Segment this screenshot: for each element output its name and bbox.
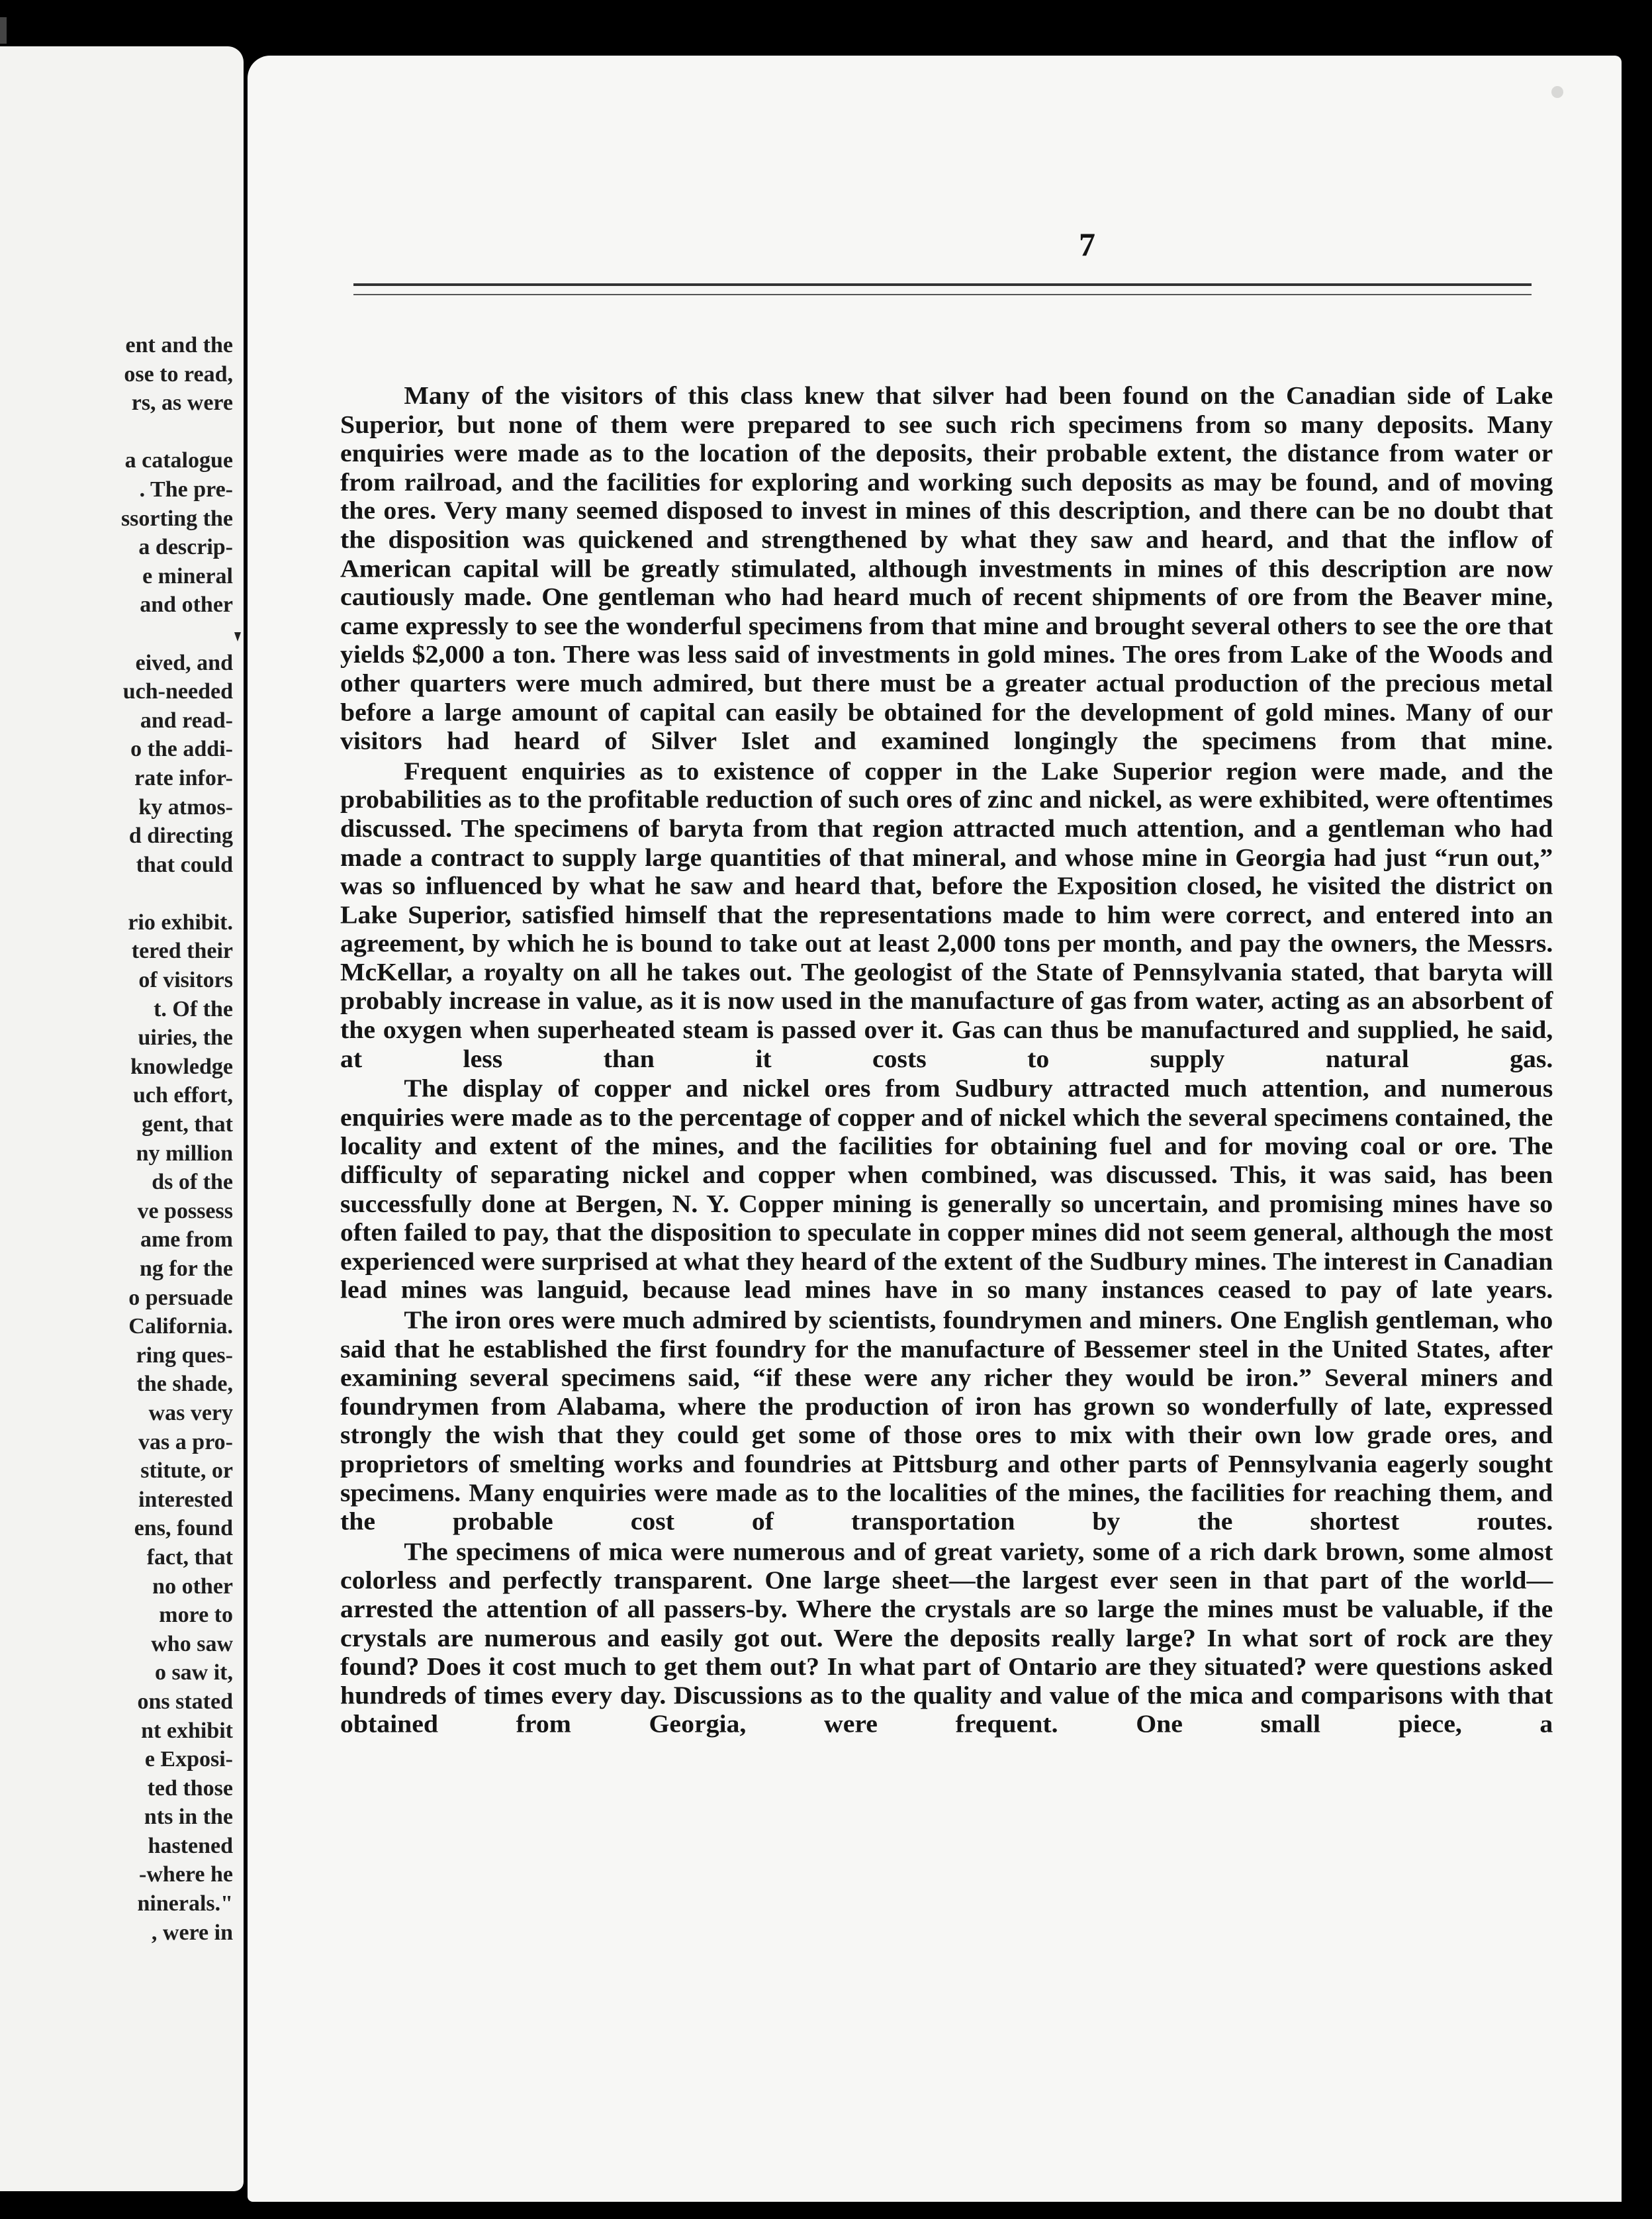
previous-page-line: a descrip- [138,535,233,560]
page-number: 7 [1079,226,1095,263]
previous-page-line: . The pre- [139,477,233,502]
previous-page-line: eived, and [135,650,233,675]
paragraph: The iron ores were much admired by scientists, foundrymen and miners. One English gentleman, who said that he established the first foundry for the manufacture of Bessemer steel in the United States, after examining several specimens said, “if these were any richer they would be iron.” Several miners and foundrymen from Alabama, where the production of iron has grown so wonderfully of late, expressed strongly the wish that they could get some of those ores to mix with their own low grade ores, and proprietors of smelting works and foundries at Pittsburg and other parts of Pennsylvania eagerly sought specimens. Many enquiries were made as to the localities of the mines, the facilities for reaching them, and the probable cost of transportation by the shortest routes. [340,1305,1553,1536]
header-rule [353,283,1532,286]
previous-page-line: ons stated [137,1689,233,1714]
previous-page-line [0,620,233,649]
previous-page-line: and read- [140,708,233,733]
previous-page-line: ring ques- [136,1343,233,1368]
previous-page-line: gent, that [142,1112,233,1137]
previous-page-line: d directing [128,824,233,849]
current-page [248,56,1622,2202]
previous-page-line: stitute, or [140,1458,233,1484]
previous-page-line: o saw it, [154,1660,233,1685]
previous-page-line: was very [148,1400,233,1425]
previous-page-line: uch-needed [122,679,233,704]
previous-page-line: and other [140,592,233,618]
previous-page-line: of visitors [138,968,233,993]
previous-page-line: rio exhibit. [128,910,233,935]
previous-page-line [0,418,233,447]
previous-page-line: nt exhibit [141,1718,233,1743]
previous-page-line: that could [136,852,233,877]
previous-page-line: uch effort, [132,1083,233,1108]
scan-spot [1551,86,1563,98]
previous-page-line: ens, found [134,1516,233,1541]
previous-page-line: ky atmos- [138,794,233,820]
previous-page-line: t. Of the [154,996,233,1021]
previous-page-line [0,879,233,908]
previous-page-line: the shade, [136,1372,233,1397]
previous-page-fragment [0,46,244,2191]
previous-page-line: ninerals." [137,1891,233,1916]
previous-page-line: ve possess [137,1198,233,1223]
previous-page-line: ssorting the [120,506,233,531]
previous-page-line: fact, that [146,1544,233,1570]
previous-page-line: vas a pro- [138,1429,233,1454]
paragraph: Many of the visitors of this class knew that silver had been found on the Canadian side of Lake Superior, but none of them were prepared to see such rich specimens from so many deposits. Many enquiries were made as to the location of the deposits, their probable extent, the distance from water or from railroad, and the facilities for exploring and working such deposits as may be found, and of moving the ores. Very many seemed disposed to invest in mines of this description, and there can be no doubt that the disposition was quickened and strengthened by what they saw and heard, and that the inflow of American capital will be greatly stimulated, although investments in mines of this description are now cautiously made. One gentleman who had heard much of recent shipments of ore from the Beaver mine, came expressly to see the wonderful specimens from that mine and brought several others to see the ore that yields $2,000 a ton. There was less said of investments in gold mines. The ores from Lake of the Woods and other quarters were much admired, but there must be a greater actual production of the precious metal before a large amount of capital can easily be obtained for the development of gold mines. Many of our visitors had heard of Silver Islet and examined longingly the specimens from that mine. [340,381,1553,755]
previous-page-line: ng for the [139,1256,233,1281]
previous-page-line: uiries, the [138,1025,233,1051]
previous-page-line: nts in the [144,1805,233,1830]
header-rule-thin [353,294,1532,295]
previous-page-line: o the addi- [130,737,233,762]
previous-page-line: California. [128,1314,233,1339]
previous-page-line: -where he [139,1862,233,1887]
paragraph: The specimens of mica were numerous and of great variety, some of a rich dark brown, some almost colorless and perfectly transparent. One large sheet—the largest ever seen in that part of the world—arrested the attention of all passers-by. Where the crystals are so large the mines must be valuable, if the crystals are numerous and easily got out. Were the deposits really large? In what sort of rock are they found? Does it cost much to get them out? In what part of Ontario are they situated? were questions asked hundreds of times every day. Discussions as to the quality and value of the mica and comparisons with that obtained from Georgia, were frequent. One small piece, a [340,1536,1553,1738]
previous-page-line: , were in [151,1920,233,1945]
scan-edge-mark [0,17,7,44]
previous-page-line: o persuade [128,1285,233,1310]
previous-page-line: no other [152,1574,233,1599]
previous-page-line: interested [138,1487,233,1512]
previous-page-line: a catalogue [124,448,233,473]
page-marker [234,632,241,641]
previous-page-line: ted those [147,1775,233,1801]
previous-page-line: who saw [151,1631,233,1656]
paragraph: The display of copper and nickel ores from Sudbury attracted much attention, and numerous enquiries were made as to the percentage of copper and of nickel which the several specimens contained, the locality and extent of the mines, and the facilities for obtaining fuel and for moving coal or ore. The difficulty of separating nickel and copper when combined, was discussed. This, it was said, has been successfully done at Bergen, N. Y. Copper mining is generally so uncertain, and promising mines have so often failed to pay, that the disposition to speculate in copper mines did not seem general, although the most experienced were surprised at what they heard of the extent of the Sudbury mines. The interest in Canadian lead mines was languid, because lead mines have in so many instances ceased to pay of late years. [340,1074,1553,1304]
previous-page-line: more to [159,1603,233,1628]
previous-page-text [0,331,233,1947]
previous-page-line: ny million [136,1141,233,1166]
previous-page-line: ds of the [152,1170,233,1195]
previous-page-line: ose to read, [124,361,233,387]
paragraph: Frequent enquiries as to existence of copper in the Lake Superior region were made, and the probabilities as to the profitable reduction of such ores of zinc and nickel, as were exhibited, were oftentimes discussed. The specimens of baryta from that region attracted much attention, and a gentleman who had made a contract to supply large quantities of that mineral, and whose mine in Georgia had just “run out,” was so influenced by what he saw and heard that, before the Exposition closed, he visited the district on Lake Superior, satisfied himself that the representations made to him were correct, and entered into an agreement, by which he is bound to take out at least 2,000 tons per month, and pay the owners, the Messrs. McKellar, a royalty on all he takes out. The geologist of the State of Pennsylvania stated, that baryta will probably increase in value, as it is now used in the manufacture of gas from water, acting as an absorbent of the oxygen when superheated steam is passed over it. Gas can thus be manufactured and supplied, he said, at less than it costs to supply natural gas. [340,756,1553,1072]
previous-page-line: knowledge [130,1054,233,1079]
previous-page-line: hastened [148,1833,233,1858]
previous-page-line: e mineral [142,563,233,589]
previous-page-line: ame from [140,1227,233,1252]
previous-page-line: rs, as were [131,391,233,416]
previous-page-line: rate infor- [134,765,233,790]
previous-page-line: ent and the [125,333,233,357]
page-body [340,381,1553,1738]
previous-page-line: tered their [131,939,233,964]
previous-page-line: e Exposi- [144,1747,233,1772]
